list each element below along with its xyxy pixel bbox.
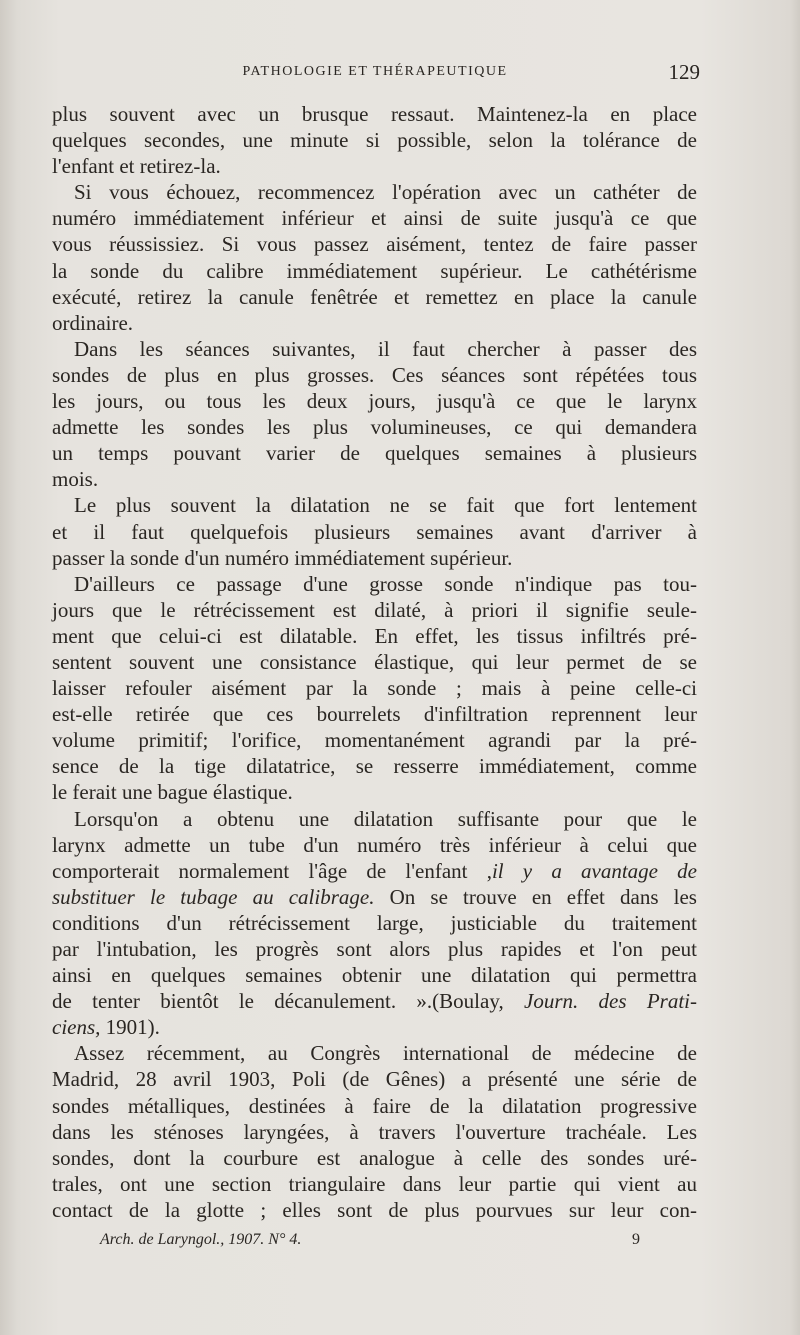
text-line: mois.: [52, 467, 99, 492]
text-line: [52, 884, 697, 910]
text-line: Si vous échouez, recommencez l'opération avec un cathéter de: [74, 180, 697, 205]
text-segment: de tenter bientôt le décanulement. ».(Boulay,: [52, 989, 504, 1014]
text-line: dans les sténoses laryngées, à travers l'ouverture trachéale. Les: [52, 1119, 697, 1144]
text-line: numéro immédiatement inférieur et ainsi de suite jusqu'à ce que: [52, 206, 697, 231]
paragraph-7: [52, 1040, 697, 1223]
text-line: le ferait une bague élastique.: [52, 780, 293, 805]
text-line: quelques secondes, une minute si possible, selon la tolérance de: [52, 128, 697, 153]
signature-mark: 9: [632, 1231, 640, 1248]
text-line: les jours, ou tous les deux jours, jusqu'à ce que le larynx: [52, 389, 697, 414]
text-line: conditions d'un rétrécissement large, justiciable du traitement: [52, 910, 697, 935]
text-line: est-elle retirée que ces bourrelets d'infiltration reprennent leur: [52, 702, 697, 727]
text-line: trales, ont une section triangulaire dans leur partie qui vient au: [52, 1171, 697, 1196]
text-line: ainsi en quelques semaines obtenir une dilatation qui permettra: [52, 963, 697, 988]
text-line: sondes de plus en plus grosses. Ces séances sont répétées tous: [52, 362, 697, 387]
text-line: [52, 988, 697, 1014]
text-line: sentent souvent une consistance élastique, qui leur permet de se: [52, 649, 697, 674]
text-segment: On se trouve en effet dans les: [374, 884, 697, 909]
text-line: [52, 858, 697, 884]
paragraph-1: [52, 101, 697, 179]
journal-reference: Arch. de Laryngol., 1907. N° 4.: [100, 1231, 302, 1248]
text-line: sence de la tige dilatatrice, se resserre immédiatement, comme: [52, 754, 697, 779]
running-head: [50, 62, 700, 88]
text-line: D'ailleurs ce passage d'une grosse sonde n'indique pas tou-: [74, 571, 697, 596]
paragraph-4: [52, 492, 697, 570]
text-line: larynx admette un tube d'un numéro très inférieur à celui que: [52, 832, 697, 857]
text-line: exécuté, retirez la canule fenêtrée et remettez en place la canule: [52, 284, 697, 309]
text-line: un temps pouvant varier de quelques semaines à plusieurs: [52, 441, 697, 466]
text-segment: comporterait normalement l'âge de l'enfant ,: [52, 858, 492, 883]
text-line: admette les sondes les plus volumineuses, ce qui demandera: [52, 415, 697, 440]
text-line: laisser refouler aisément par la sonde ; mais à peine celle-ci: [52, 676, 697, 701]
page-number: 129: [668, 60, 700, 84]
text-line: sondes, dont la courbure est analogue à celle des sondes uré-: [52, 1145, 697, 1170]
paragraph-3: [52, 336, 697, 493]
paragraph-5: [52, 571, 697, 806]
italic-segment: substituer le tubage au calibrage.: [52, 884, 375, 909]
text-line: ment que celui-ci est dilatable. En effet, les tissus infiltrés pré-: [52, 623, 697, 648]
text-line: sondes métalliques, destinées à faire de la dilatation progressive: [52, 1093, 697, 1118]
text-line: Dans les séances suivantes, il faut chercher à passer des: [74, 336, 697, 361]
paragraph-6: [52, 806, 697, 1041]
text-line: ordinaire.: [52, 310, 134, 335]
italic-segment: il y a avantage de: [491, 858, 697, 883]
paragraph-2: [52, 179, 697, 336]
text-line: plus souvent avec un brusque ressaut. Maintenez-la en place: [52, 102, 697, 126]
text-line: passer la sonde d'un numéro immédiatement supérieur.: [52, 545, 513, 570]
text-line: vous réussissiez. Si vous passez aisément, tentez de faire passer: [52, 232, 697, 257]
body-text: [52, 101, 697, 1223]
text-line: par l'intubation, les progrès sont alors plus rapides et l'on peut: [52, 937, 697, 961]
text-line: contact de la glotte ; elles sont de plus pourvues sur leur con-: [52, 1197, 697, 1222]
text-line: volume primitif; l'orifice, momentanément agrandi par la pré-: [52, 728, 697, 753]
italic-journal: Journ. des Prati-: [524, 989, 697, 1014]
text-line: Le plus souvent la dilatation ne se fait que fort lentement: [74, 493, 697, 518]
text-line: Madrid, 28 avril 1903, Poli (de Gênes) a présenté une série de: [52, 1067, 697, 1092]
text-line: Lorsqu'on a obtenu une dilatation suffisante pour que le: [74, 806, 697, 831]
running-title: PATHOLOGIE ET THÉRAPEUTIQUE: [242, 64, 508, 79]
text-segment: 1901).: [100, 1015, 160, 1040]
text-line: [52, 1014, 697, 1040]
italic-segment: ciens,: [52, 1015, 101, 1040]
footer: [100, 1231, 640, 1255]
text-line: Assez récemment, au Congrès international de médecine de: [74, 1041, 697, 1066]
text-line: et il faut quelquefois plusieurs semaines avant d'arriver à: [52, 519, 697, 544]
text-line: la sonde du calibre immédiatement supérieur. Le cathétérisme: [52, 258, 697, 283]
text-line: jours que le rétrécissement est dilaté, à priori il signifie seule-: [52, 597, 697, 622]
text-line: l'enfant et retirez-la.: [52, 154, 221, 179]
